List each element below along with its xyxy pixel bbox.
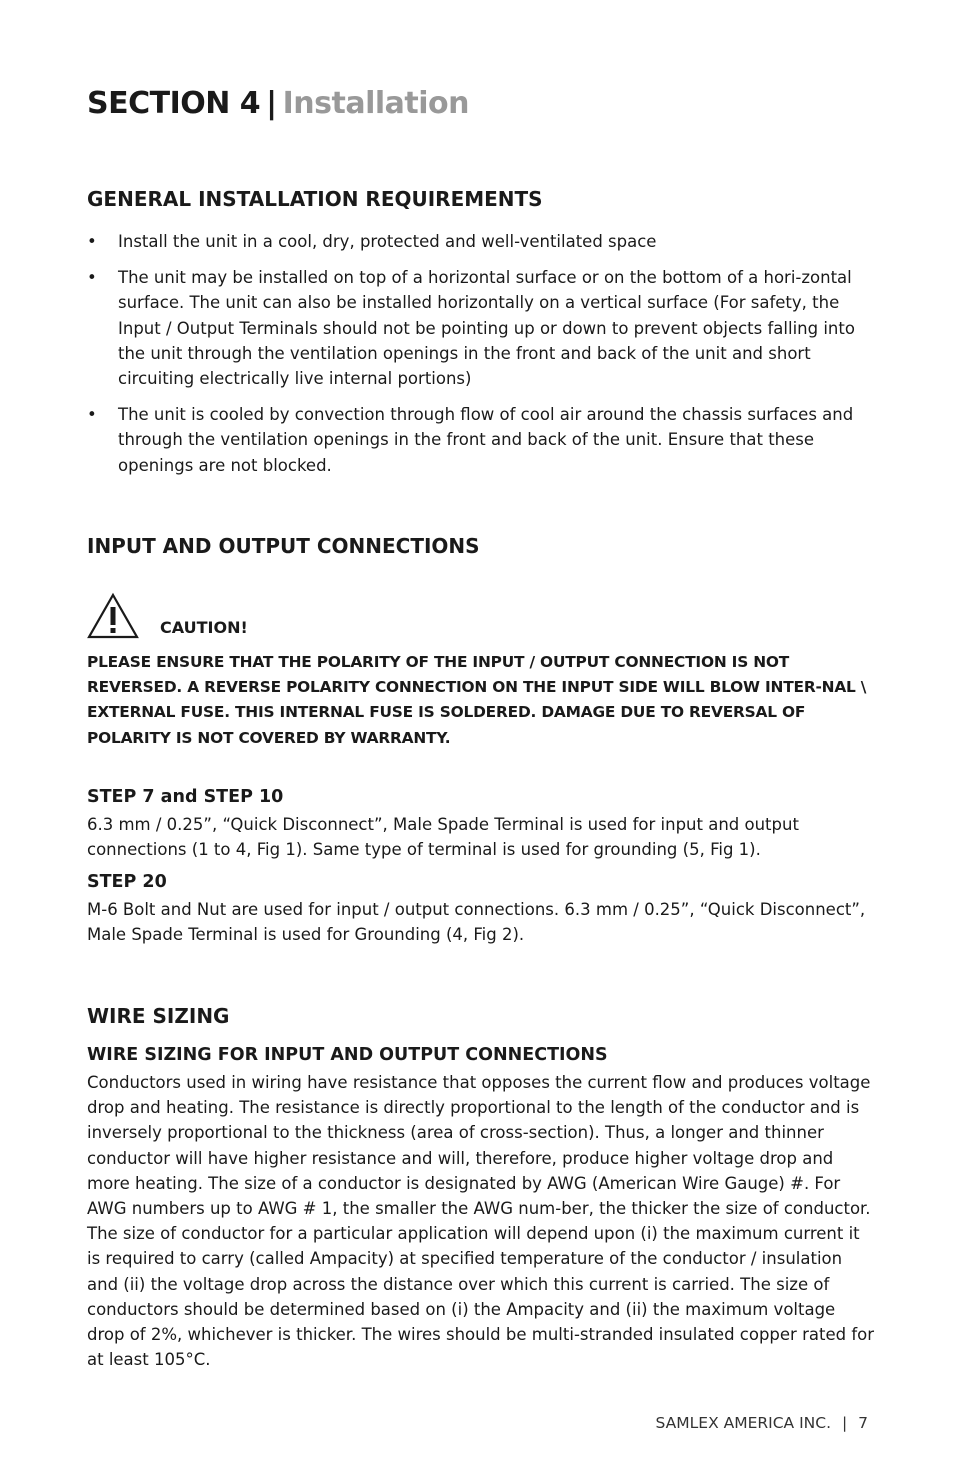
wire-sizing-text: Conductors used in wiring have resistance that opposes the current flow and produces voltage drop and heating. The resistance is directly proportional to the length of the conductor and is inversely proportional to the thickness (area of cross-section). Thus, a longer and thinner conductor will have higher resistance and will, therefore, produce higher voltage drop and more heating. The size of a conductor is designated by AWG (American Wire Gauge) #. For AWG numbers up to AWG # 1, the smaller the AWG num-ber, the thicker the size of conductor. The size of conductor for a particular application will depend upon (i) the maximum current it is required to carry (called Ampacity) at specified temperature of the conductor / insulation and (ii) the voltage drop across the distance over which this current is carried. The size of conductors should be determined based on (i) the Ampacity and (ii) the maximum voltage drop of 2%, whichever is thicker. The wires should be multi-stranded insulated copper rated for at least 105°C. xyxy=(87,1073,875,1370)
step20-heading: STEP 20 xyxy=(87,872,167,892)
list-item-text: The unit may be installed on top of a horizontal surface or on the bottom of a hori-zontal surface. The unit can also be installed horizontally on a vertical surface (For safety, the Input / Output Terminals should not be pointing up or down to prevent objects falling into the unit through the ventilation openings in the front and back of the unit and short circuiting electrically live internal portions) xyxy=(118,268,855,389)
section-separator: | xyxy=(266,86,277,121)
footer-company: SAMLEX AMERICA INC. xyxy=(655,1414,832,1432)
section-title xyxy=(87,86,469,121)
wire-sizing-heading: WIRE SIZING xyxy=(87,1004,230,1028)
page-footer xyxy=(656,1414,868,1432)
step7-text: 6.3 mm / 0.25”, “Quick Disconnect”, Male Spade Terminal is used for input and output connections (1 to 4, Fig 1). Same type of terminal is used for grounding (5, Fig 1). xyxy=(87,815,799,860)
bullet-icon: • xyxy=(87,268,97,288)
list-item xyxy=(87,402,877,478)
connections-heading: INPUT AND OUTPUT CONNECTIONS xyxy=(87,534,480,558)
caution-text: PLEASE ENSURE THAT THE POLARITY OF THE INPUT / OUTPUT CONNECTION IS NOT REVERSED. A REVERSE POLARITY CONNECTION ON THE INPUT SIDE WILL BLOW INTER-NAL \ EXTERNAL FUSE. THIS INTERNAL FUSE IS SOLDERED. DAMAGE DUE TO REVERSAL OF POLARITY IS NOT COVERED BY WARRANTY. xyxy=(87,653,867,747)
step7-heading: STEP 7 and STEP 10 xyxy=(87,787,284,807)
list-item-text: Install the unit in a cool, dry, protected and well-ventilated space xyxy=(118,232,657,251)
bullet-icon: • xyxy=(87,232,97,251)
bullet-icon: • xyxy=(87,405,97,425)
page-number: 7 xyxy=(858,1414,868,1432)
caution-label: CAUTION! xyxy=(160,618,248,637)
list-item xyxy=(87,265,877,391)
list-item xyxy=(87,229,877,254)
general-requirements-heading: GENERAL INSTALLATION REQUIREMENTS xyxy=(87,187,543,211)
footer-separator: | xyxy=(841,1414,848,1432)
section-name: Installation xyxy=(282,86,470,121)
list-item-text: The unit is cooled by convection through flow of cool air around the chassis surfaces and through the ventilation openings in the front and back of the unit. Ensure that these openings are not blocked. xyxy=(118,405,854,475)
step20-text: M-6 Bolt and Nut are used for input / output connections. 6.3 mm / 0.25”, “Quick Disconnect”, Male Spade Terminal is used for Grounding (4, Fig 2). xyxy=(87,900,866,945)
warning-triangle-icon xyxy=(87,592,139,640)
wire-sizing-subheading: WIRE SIZING FOR INPUT AND OUTPUT CONNECTIONS xyxy=(87,1045,608,1065)
section-label: SECTION 4 xyxy=(87,86,261,121)
general-requirements-list xyxy=(87,229,877,489)
